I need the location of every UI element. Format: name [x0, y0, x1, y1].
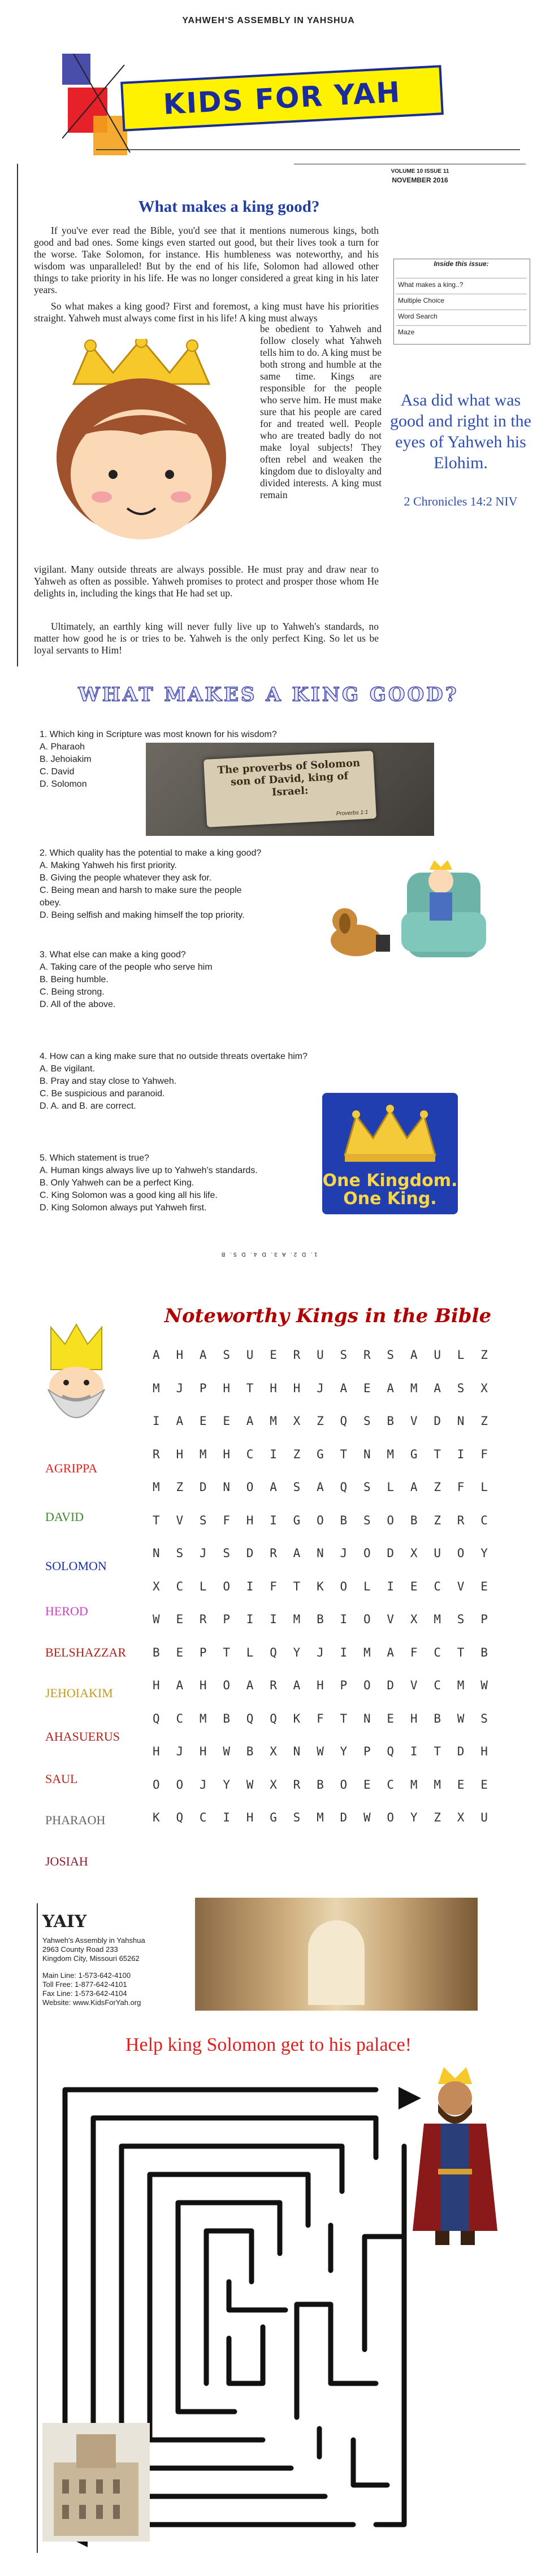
word-to-find: JEHOIAKIM	[45, 1686, 113, 1700]
answer-option: A. Be vigilant.	[40, 1064, 95, 1074]
quiz-question-4	[40, 1051, 308, 1113]
grid-row	[145, 1636, 512, 1670]
grid-row	[145, 1603, 512, 1636]
contact-line: Website: www.KidsForYah.org	[42, 1998, 141, 2007]
grid-row	[145, 1669, 512, 1702]
yaiy-logo: YAIY	[42, 1912, 87, 1932]
grid-letter: BEPTLQYJIMAFCTB	[153, 1645, 504, 1659]
grid-letter: WERPIIMBIOVXMSP	[153, 1612, 504, 1627]
question-text: 2. Which quality has the potential to make a king good?	[40, 848, 262, 858]
grid-letter: NSJSDRANJODXUOY	[153, 1546, 504, 1561]
divider	[17, 164, 18, 666]
grid-row	[145, 1801, 512, 1834]
crown-icon	[322, 1093, 458, 1172]
contact-line: Fax Line: 1-573-642-4104	[42, 1989, 127, 1998]
answer-option: D. Being selfish and making himself the top priority.	[40, 910, 245, 920]
word-to-find: SAUL	[45, 1772, 78, 1786]
word-to-find: JOSIAH	[45, 1854, 88, 1868]
grid-letter: OOJYWXRBOECMMEE	[153, 1777, 504, 1792]
proverbs-text: The proverbs of Solomon son of David, king of Israel:	[217, 757, 361, 799]
answer-option: C. Being mean and harsh to make sure the people	[40, 886, 242, 895]
answer-option: D. A. and B. are correct.	[40, 1101, 136, 1111]
old-street-photo	[195, 1898, 478, 2011]
article-paragraph: If you've ever read the Bible, you'd see that it mentions numerous kings, both good and bad ones. Some kings even started out good, but their lives took a turn for the worse. Take Solomon, for instance. His humbleness was noteworthy, and his wisdom was unparalleled! But by the end of his life, Solomon had allowed other things to take priority in his life. He was no longer considered a great king in his later years.	[34, 225, 379, 295]
grid-row	[145, 1372, 512, 1405]
word-to-find: BELSHAZZAR	[45, 1645, 126, 1659]
grid-row	[145, 1702, 512, 1736]
answer-option: obey.	[40, 898, 61, 908]
answer-option: B. Only Yahweh can be a perfect King.	[40, 1178, 194, 1188]
question-text: 5. Which statement is true?	[40, 1153, 149, 1163]
one-kingdom-text: One Kingdom. One King.	[322, 1171, 458, 1209]
grid-row	[145, 1339, 512, 1372]
word-to-find: HEROD	[45, 1604, 88, 1618]
volume-info: VOLUME 10 ISSUE 11	[391, 168, 449, 175]
scripture-reference: 2 Chronicles 14:2 NIV	[404, 494, 518, 508]
grid-letter: TVSFHIGOBSOBZRC	[153, 1513, 504, 1527]
grid-letter: MJPHTHHJAEAMASX	[153, 1381, 504, 1395]
quiz-answers-upside-down: 1. D 2. A 3. D 4. D 5. B	[219, 1251, 318, 1257]
inside-item: Maze	[396, 325, 527, 338]
answer-option: D. King Solomon always put Yahweh first.	[40, 1203, 207, 1213]
answer-option: A. Pharaoh	[40, 742, 85, 752]
issue-date: NOVEMBER 2016	[392, 176, 448, 184]
word-to-find: PHARAOH	[45, 1813, 106, 1827]
inside-item: Multiple Choice	[396, 294, 527, 307]
quiz-question-3	[40, 949, 213, 1011]
grid-letter: HAHOARAHPODVCMW	[153, 1679, 504, 1693]
contact-line: Main Line: 1-573-642-4100	[42, 1971, 131, 1980]
question-text: 3. What else can make a king good?	[40, 950, 186, 960]
inside-item: What makes a king..?	[396, 278, 527, 291]
word-to-find: AHASUERUS	[45, 1729, 120, 1744]
quiz-question-2	[40, 847, 261, 922]
answer-option: C. David	[40, 767, 75, 777]
grid-letter: IAEEAMXZQSBVDNZ	[153, 1414, 504, 1428]
grid-letter: RHMHCIZGTNMGTIF	[153, 1447, 504, 1461]
answer-option: B. Pray and stay close to Yahweh.	[40, 1076, 177, 1086]
grid-row	[145, 1570, 512, 1603]
org-header: YAHWEH'S ASSEMBLY IN YAHSHUA	[182, 16, 355, 25]
answer-option: B. Being humble.	[40, 975, 109, 984]
article-paragraph: be obedient to Yahweh and follow closely what Yahweh tells him to do. A king must be both strong and humble at the same time. Kings are responsible for the people who serve him. He must make sure that his people are cared for and treated well. People who are treated badly do not make loyal subjects! They often rebel and weaken the kingdom due to disloyalty and divided interests. A king must remain	[260, 323, 382, 500]
answer-option: D. All of the above.	[40, 1000, 116, 1009]
inside-issue-title: Inside this issue:	[434, 260, 489, 268]
word-to-find: DAVID	[45, 1510, 84, 1524]
address-line: Kingdom City, Missouri 65262	[42, 1954, 140, 1963]
answer-option: D. Solomon	[40, 779, 87, 789]
palace-illustration	[42, 2423, 150, 2542]
bearded-king-illustration	[25, 1322, 127, 1440]
grid-letter: MZDNOASAQSLAZFL	[153, 1480, 504, 1494]
king-face-illustration	[28, 339, 254, 548]
proverbs-scroll-image	[146, 743, 434, 836]
grid-row	[145, 1405, 512, 1438]
address-line: Yahweh's Assembly in Yahshua	[42, 1936, 145, 1945]
scripture-quote: Asa did what was good and right in the eyes of Yahweh his Elohim.	[390, 391, 531, 472]
answer-option: C. Be suspicious and paranoid.	[40, 1089, 165, 1099]
king-in-chair-illustration	[322, 850, 497, 963]
grid-row	[145, 1471, 512, 1504]
article-paragraph: vigilant. Many outside threats are always possible. He must pray and draw near to Yahweh as often as possible. Yahweh promises to protect and prosper those whom He delights in, including the kings that He had set up.	[34, 564, 379, 599]
grid-row	[145, 1537, 512, 1570]
divider	[37, 1903, 38, 2553]
address-line: 2963 County Road 233	[42, 1945, 118, 1954]
question-text: 1. Which king in Scripture was most known for his wisdom?	[40, 730, 277, 739]
word-to-find: SOLOMON	[45, 1559, 107, 1573]
grid-row	[145, 1735, 512, 1768]
grid-row	[145, 1768, 512, 1802]
article-title: What makes a king good?	[138, 198, 320, 216]
answer-option: C. King Solomon was a good king all his life.	[40, 1191, 218, 1200]
answer-option: B. Jehoiakim	[40, 755, 92, 764]
quiz-title: WHAT MAKES A KING GOOD?	[78, 683, 459, 706]
grid-letter: XCLOIFTKOLIECVE	[153, 1579, 504, 1593]
grid-letter: HJHWBXNWYPQITDH	[153, 1745, 504, 1759]
grid-row	[145, 1438, 512, 1471]
grid-letter: AHASUERUSRSAULZ	[153, 1348, 504, 1362]
grid-letter: QCMBQQKFTNEHBWS	[153, 1711, 504, 1725]
wordsearch-grid	[145, 1339, 512, 1834]
proverbs-reference: Proverbs 1:1	[336, 809, 369, 817]
newsletter-title: KIDS FOR YAH	[162, 76, 402, 121]
answer-option: B. Giving the people whatever they ask for.	[40, 873, 212, 883]
question-text: 4. How can a king make sure that no outside threats overtake him?	[40, 1052, 308, 1061]
answer-option: A. Making Yahweh his first priority.	[40, 861, 177, 870]
article-paragraph: Ultimately, an earthly king will never fully live up to Yahweh's standards, no matter how good he is or tries to be. Yahweh is the only perfect King. So let us be loyal servants to Him!	[34, 621, 379, 656]
answer-option: A. Human kings always live up to Yahweh's standards.	[40, 1166, 258, 1175]
maze-title: Help king Solomon get to his palace!	[125, 2034, 412, 2055]
inside-item: Word Search	[396, 310, 527, 322]
grid-letter: KQCIHGSMDWOYZXU	[153, 1811, 504, 1825]
quiz-question-5	[40, 1152, 258, 1214]
answer-option: C. Being strong.	[40, 987, 105, 997]
king-solomon-illustration	[407, 2061, 503, 2248]
contact-line: Toll Free: 1-877-642-4101	[42, 1980, 127, 1989]
word-to-find: AGRIPPA	[45, 1461, 98, 1475]
wordsearch-title: Noteworthy Kings in the Bible	[164, 1305, 492, 1327]
grid-row	[145, 1504, 512, 1537]
article-paragraph: So what makes a king good? First and foremost, a king must have his priorities straight. Yahweh must always come first in his life! A king must always	[34, 300, 379, 324]
answer-option: A. Taking care of the people who serve him	[40, 962, 213, 972]
